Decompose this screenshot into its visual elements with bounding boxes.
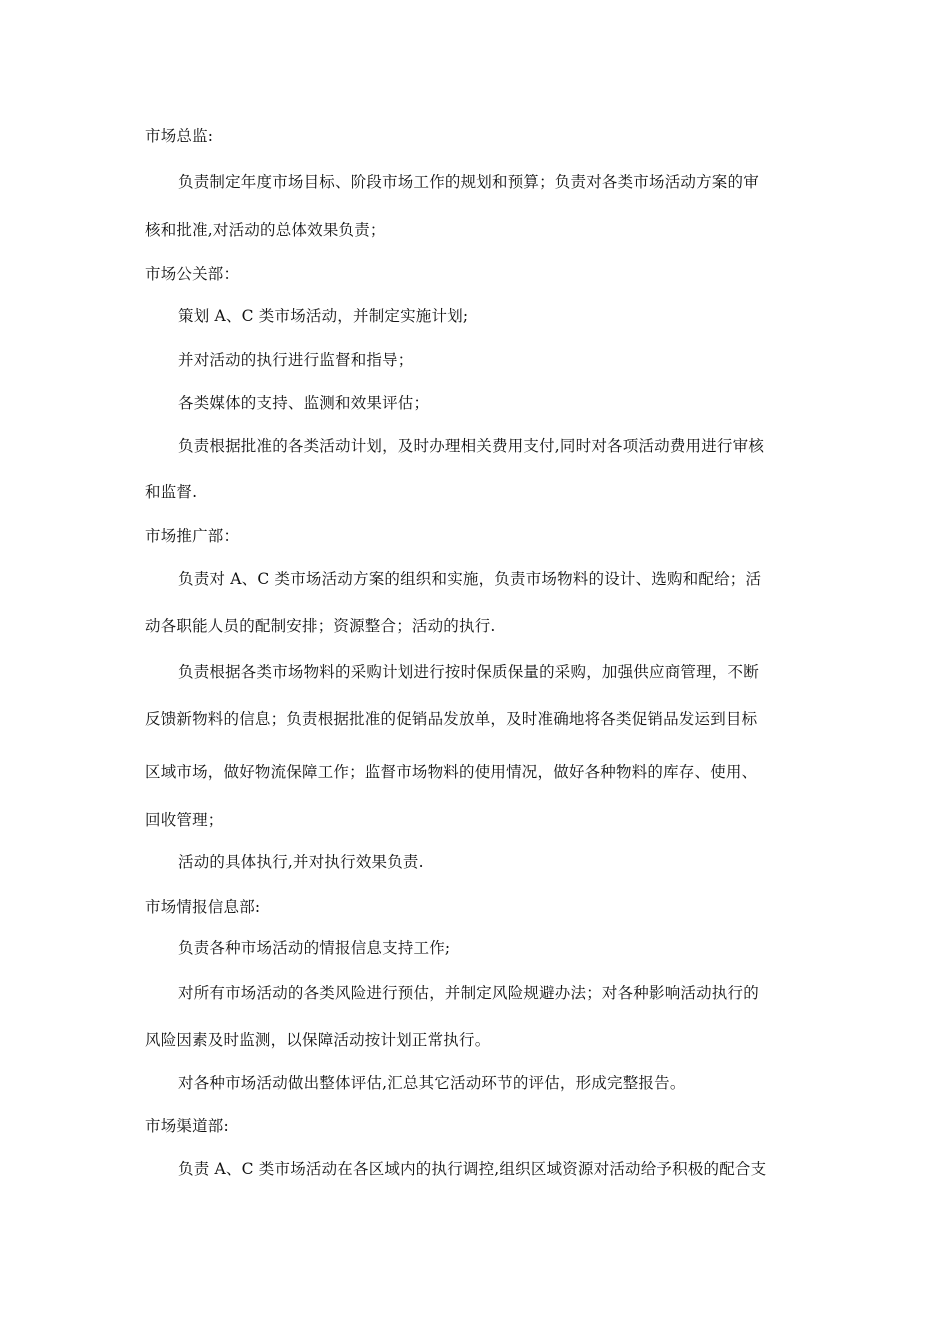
- paragraph-line: 区域市场，做好物流保障工作；监督市场物料的使用情况，做好各种物料的库存、使用、: [145, 763, 758, 781]
- paragraph-line: 和监督.: [145, 483, 198, 501]
- section-heading: 市场情报信息部:: [145, 898, 261, 916]
- section-heading: 市场公关部：: [145, 265, 240, 283]
- paragraph-line: 并对活动的执行进行监督和指导；: [178, 351, 414, 369]
- paragraph-line: 负责制定年度市场目标、阶段市场工作的规划和预算；负责对各类市场活动方案的审: [178, 173, 759, 191]
- paragraph-line: 对所有市场活动的各类风险进行预估，并制定风险规避办法；对各种影响活动执行的: [178, 984, 759, 1002]
- paragraph-line: 策划 A、C 类市场活动，并制定实施计划;: [178, 307, 469, 325]
- section-heading: 市场推广部：: [145, 527, 240, 545]
- section-heading: 市场渠道部:: [145, 1117, 229, 1135]
- paragraph-line: 负责各种市场活动的情报信息支持工作;: [178, 939, 451, 957]
- paragraph-line: 风险因素及时监测，以保障活动按计划正常执行。: [145, 1031, 491, 1049]
- paragraph-line: 负责根据各类市场物料的采购计划进行按时保质保量的采购，加强供应商管理，不断: [178, 663, 759, 681]
- paragraph-line: 负责 A、C 类市场活动在各区域内的执行调控,组织区域资源对活动给予积极的配合支: [178, 1160, 767, 1178]
- paragraph-line: 动各职能人员的配制安排；资源整合；活动的执行.: [145, 617, 496, 635]
- section-heading: 市场总监:: [145, 127, 214, 145]
- paragraph-line: 负责根据批准的各类活动计划，及时办理相关费用支付,同时对各项活动费用进行审核: [178, 437, 765, 455]
- paragraph-line: 回收管理；: [145, 811, 224, 829]
- paragraph-line: 负责对 A、C 类市场活动方案的组织和实施，负责市场物料的设计、选购和配给；活: [178, 570, 762, 588]
- paragraph-line: 各类媒体的支持、监测和效果评估；: [178, 394, 430, 412]
- paragraph-line: 核和批准,对活动的总体效果负责；: [145, 221, 386, 239]
- paragraph-line: 活动的具体执行,并对执行效果负责.: [178, 853, 424, 871]
- paragraph-line: 反馈新物料的信息；负责根据批准的促销品发放单，及时准确地将各类促销品发运到目标: [145, 710, 758, 728]
- paragraph-line: 对各种市场活动做出整体评估,汇总其它活动环节的评估，形成完整报告。: [178, 1074, 686, 1092]
